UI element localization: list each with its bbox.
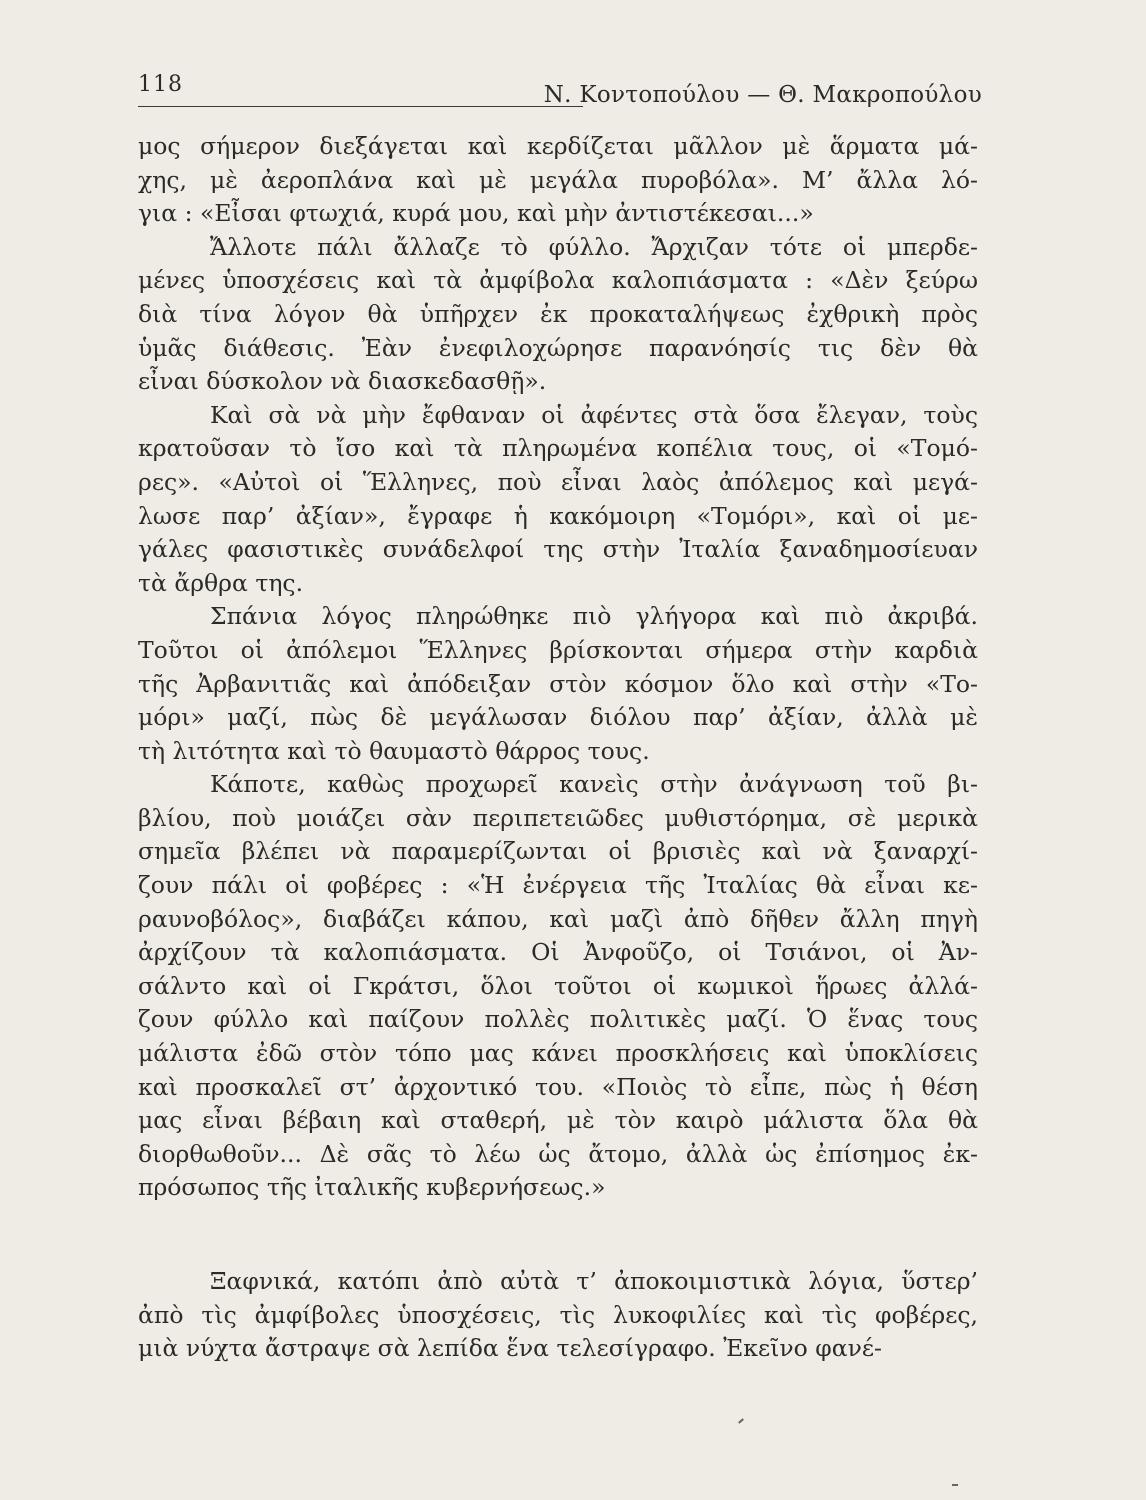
- text-line: καὶ προσκαλεῖ στ’ ἀρχοντικό του. «Ποιὸς τὸ εἶπε, πὼς ἡ θέση: [138, 1072, 978, 1101]
- text-line: διὰ τίνα λόγον θὰ ὑπῆρχεν ἐκ προκαταλήψεως ἐχθρικὴ πρὸς: [138, 299, 978, 328]
- text-line: χης, μὲ ἀεροπλάνα καὶ μὲ μεγάλα πυροβόλα». Μ’ ἄλλα λό-: [138, 165, 978, 194]
- text-line: Κάποτε, καθὼς προχωρεῖ κανεὶς στὴν ἀνάγνωση τοῦ βι-: [210, 770, 978, 799]
- ink-speck: [952, 1484, 958, 1486]
- page-header: [138, 72, 982, 112]
- text-line: ἀπὸ τὶς ἀμφίβολες ὑποσχέσεις, τὶς λυκοφιλίες καὶ τὶς φοβέρες,: [138, 1300, 978, 1329]
- paragraph: [138, 231, 978, 399]
- text-line: μος σήμερον διεξάγεται καὶ κερδίζεται μᾶλλον μὲ ἅρματα μά-: [138, 132, 978, 160]
- text-line: διορθωθοῦν... Δὲ σᾶς τὸ λέω ὡς ἄτομο, ἀλλὰ ὡς ἐπίσημος ἐκ-: [138, 1139, 978, 1168]
- text-line: ζουν φύλλο καὶ παίζουν πολλὲς πολιτικὲς μαζί. Ὁ ἕνας τους: [138, 1005, 978, 1034]
- text-line: ρες». «Αὐτοὶ οἱ Ἕλληνες, ποὺ εἶναι λαὸς ἀπόλεμος καὶ μεγά-: [138, 467, 978, 496]
- text-line: σημεῖα βλέπει νὰ παραμερίζωνται οἱ βρισιὲς καὶ νὰ ξαναρχί-: [138, 837, 978, 866]
- paragraph: [138, 130, 978, 231]
- text-line: μόρι» μαζί, πὼς δὲ μεγάλωσαν διόλου παρ’ ἀξίαν, ἀλλὰ μὲ: [138, 703, 978, 732]
- text-line: Ξαφνικά, κατόπι ἀπὸ αὐτὰ τ’ ἀποκοιμιστικὰ λόγια, ὕστερ’: [210, 1267, 978, 1295]
- running-head: Ν. Κοντοπούλου — Θ. Μακροπούλου: [543, 82, 982, 108]
- paragraph: [138, 600, 978, 768]
- paragraph: [138, 1265, 978, 1366]
- text-line: μένες ὑποσχέσεις καὶ τὰ ἀμφίβολα καλοπιάσματα : «Δὲν ξεύρω: [138, 266, 978, 295]
- header-rule: [138, 106, 583, 107]
- text-line: τῆς Ἀρβανιτιᾶς καὶ ἀπόδειξαν στὸν κόσμον ὅλο καὶ στὴν «Το-: [138, 669, 978, 698]
- text-line: πρόσωπος τῆς ἰταλικῆς κυβερνήσεως.»: [138, 1173, 606, 1202]
- text-line: γάλες φασιστικὲς συνάδελφοί της στὴν Ἰταλία ξαναδημοσίευαν: [138, 535, 978, 564]
- text-line: Καὶ σὰ νὰ μὴν ἔφθαναν οἱ ἀφέντες στὰ ὅσα ἔλεγαν, τοὺς: [210, 400, 978, 429]
- text-line: εἶναι δύσκολον νὰ διασκεδασθῇ».: [138, 367, 547, 396]
- text-line: ραυνοβόλος», διαβάζει κάπου, καὶ μαζὶ ἀπὸ δῆθεν ἄλλη πηγὴ: [138, 904, 978, 933]
- text-line: για : «Εἶσαι φτωχιά, κυρά μου, καὶ μὴν ἀντιστέκεσαι...»: [138, 199, 814, 228]
- paragraph: [138, 399, 978, 601]
- section-gap: [138, 1205, 978, 1265]
- text-line: βλίου, ποὺ μοιάζει σὰν περιπετειῶδες μυθιστόρημα, σὲ μερικὰ: [138, 803, 978, 832]
- text-line: μιὰ νύχτα ἄστραψε σὰ λεπίδα ἕνα τελεσίγραφο. Ἐκεῖνο φανέ-: [138, 1334, 883, 1363]
- ink-speck: [738, 1418, 744, 1423]
- text-line: Ἄλλοτε πάλι ἄλλαζε τὸ φύλλο. Ἄρχιζαν τότε οἱ μπερδε-: [210, 232, 978, 261]
- text-line: ὑμᾶς διάθεσις. Ἐὰν ἐνεφιλοχώρησε παρανόησίς τις δὲν θὰ: [138, 333, 978, 362]
- text-line: ζουν πάλι οἱ φοβέρες : «Ἡ ἐνέργεια τῆς Ἰταλίας θὰ εἶναι κε-: [138, 871, 978, 900]
- text-line: σάλντο καὶ οἱ Γκράτσι, ὅλοι τοῦτοι οἱ κωμικοὶ ἥρωες ἀλλά-: [138, 971, 978, 1000]
- text-line: μας εἶναι βέβαιη καὶ σταθερή, μὲ τὸν καιρὸ μάλιστα ὅλα θὰ: [138, 1106, 978, 1135]
- text-line: μάλιστα ἐδῶ στὸν τόπο μας κάνει προσκλήσεις καὶ ὑποκλίσεις: [138, 1039, 978, 1068]
- text-line: ἀρχίζουν τὰ καλοπιάσματα. Οἱ Ἀνφοῦζο, οἱ Τσιάνοι, οἱ Ἀν-: [138, 938, 978, 967]
- page-number: 118: [138, 72, 183, 97]
- text-line: λωσε παρ’ ἀξίαν», ἔγραφε ἡ κακόμοιρη «Τομόρι», καὶ οἱ με-: [138, 501, 978, 530]
- text-line: Σπάνια λόγος πληρώθηκε πιὸ γλήγορα καὶ πιὸ ἀκριβά.: [210, 602, 978, 631]
- body-text: [138, 130, 978, 1366]
- text-line: κρατοῦσαν τὸ ἴσο καὶ τὰ πληρωμένα κοπέλια τους, οἱ «Τομό-: [138, 434, 978, 463]
- text-line: Τοῦτοι οἱ ἀπόλεμοι Ἕλληνες βρίσκονται σήμερα στὴν καρδιὰ: [138, 635, 978, 664]
- text-line: τὰ ἄρθρα της.: [138, 568, 304, 597]
- text-line: τὴ λιτότητα καὶ τὸ θαυμαστὸ θάρρος τους.: [138, 736, 650, 765]
- paragraph: [138, 768, 978, 1205]
